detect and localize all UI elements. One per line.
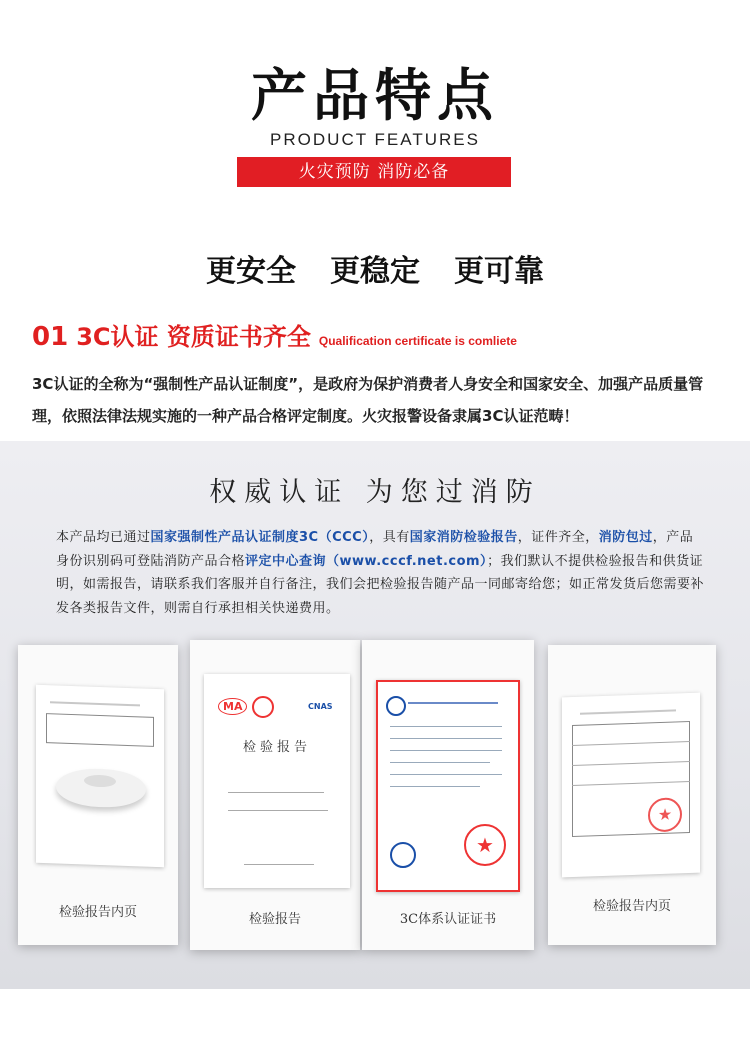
3c-certificate-image bbox=[376, 680, 520, 892]
section-number: 01 bbox=[32, 322, 69, 352]
page-title: 产品特点 bbox=[251, 64, 499, 129]
smoke-detector-icon bbox=[56, 767, 146, 808]
report-inner-page-image bbox=[36, 685, 164, 867]
certification-title: 权威认证 为您过消防 bbox=[209, 477, 541, 508]
section-intro: 3C认证的全称为“强制性产品认证制度”，是政府为保护消费者人身安全和国家安全、加强产品质量管理，依照法律法规实施的一种产品合格评定制度。火灾报警设备隶属3C认证范畴！ bbox=[32, 375, 704, 425]
document-caption: 检验报告内页 bbox=[58, 905, 137, 920]
desc-text: ；我们默认不提供检验报告和供货证明，如需报告，请联系我们客服并自行备注，我们会把检验报告随产品一同邮寄给您；如正常发货后您需要补发各类报告文件，则需自行承担相关快递费用。 bbox=[56, 553, 705, 616]
ma-logo: MA bbox=[218, 698, 247, 715]
section-title: 3C认证 资质证书齐全 bbox=[76, 323, 311, 351]
slogan-safer: 更安全 bbox=[206, 254, 296, 289]
document-card-2[interactable] bbox=[190, 640, 360, 950]
desc-highlight-query-link[interactable]: 评定中心查询（www.cccf.net.com） bbox=[245, 553, 488, 569]
ccc-logo-icon bbox=[386, 696, 406, 716]
desc-text: 本产品均已通过 bbox=[56, 530, 151, 545]
desc-text: ，证件齐全， bbox=[517, 530, 599, 545]
report-inner-page-image bbox=[562, 693, 700, 878]
desc-highlight-ccc: 国家强制性产品认证制度3C（CCC） bbox=[150, 530, 370, 545]
slogan-reliable: 更可靠 bbox=[454, 254, 544, 289]
desc-text: ，具有 bbox=[369, 530, 410, 545]
document-caption: 检验报告内页 bbox=[592, 899, 671, 914]
slogan-row bbox=[0, 246, 750, 290]
red-seal-icon: ★ bbox=[464, 824, 506, 866]
slogan-stabler: 更稳定 bbox=[330, 254, 420, 289]
document-card-3[interactable] bbox=[362, 640, 534, 950]
cal-logo-icon bbox=[252, 696, 274, 718]
document-caption: 检验报告 bbox=[248, 912, 301, 927]
report-cover-image bbox=[204, 674, 350, 888]
document-card-4[interactable] bbox=[548, 645, 716, 945]
cnas-logo: CNAS bbox=[308, 702, 333, 711]
desc-text: ，产品身份识别码可登陆消防产品合格 bbox=[56, 530, 694, 569]
red-banner: 火灾预防 消防必备 bbox=[237, 157, 511, 187]
report-heading: 检验报告 bbox=[242, 740, 311, 755]
desc-highlight-report: 国家消防检验报告 bbox=[409, 530, 518, 545]
document-caption: 3C体系认证证书 bbox=[399, 912, 497, 927]
page-subtitle: PRODUCT FEATURES bbox=[270, 130, 480, 149]
section-heading bbox=[32, 317, 517, 352]
document-card-1[interactable] bbox=[18, 645, 178, 945]
certification-description bbox=[56, 526, 706, 620]
red-seal-icon: ★ bbox=[648, 797, 682, 832]
section-title-en: Qualification certificate is comliete bbox=[318, 334, 517, 348]
cert-logo-icon bbox=[390, 842, 416, 868]
desc-highlight-pass: 消防包过 bbox=[598, 530, 653, 545]
